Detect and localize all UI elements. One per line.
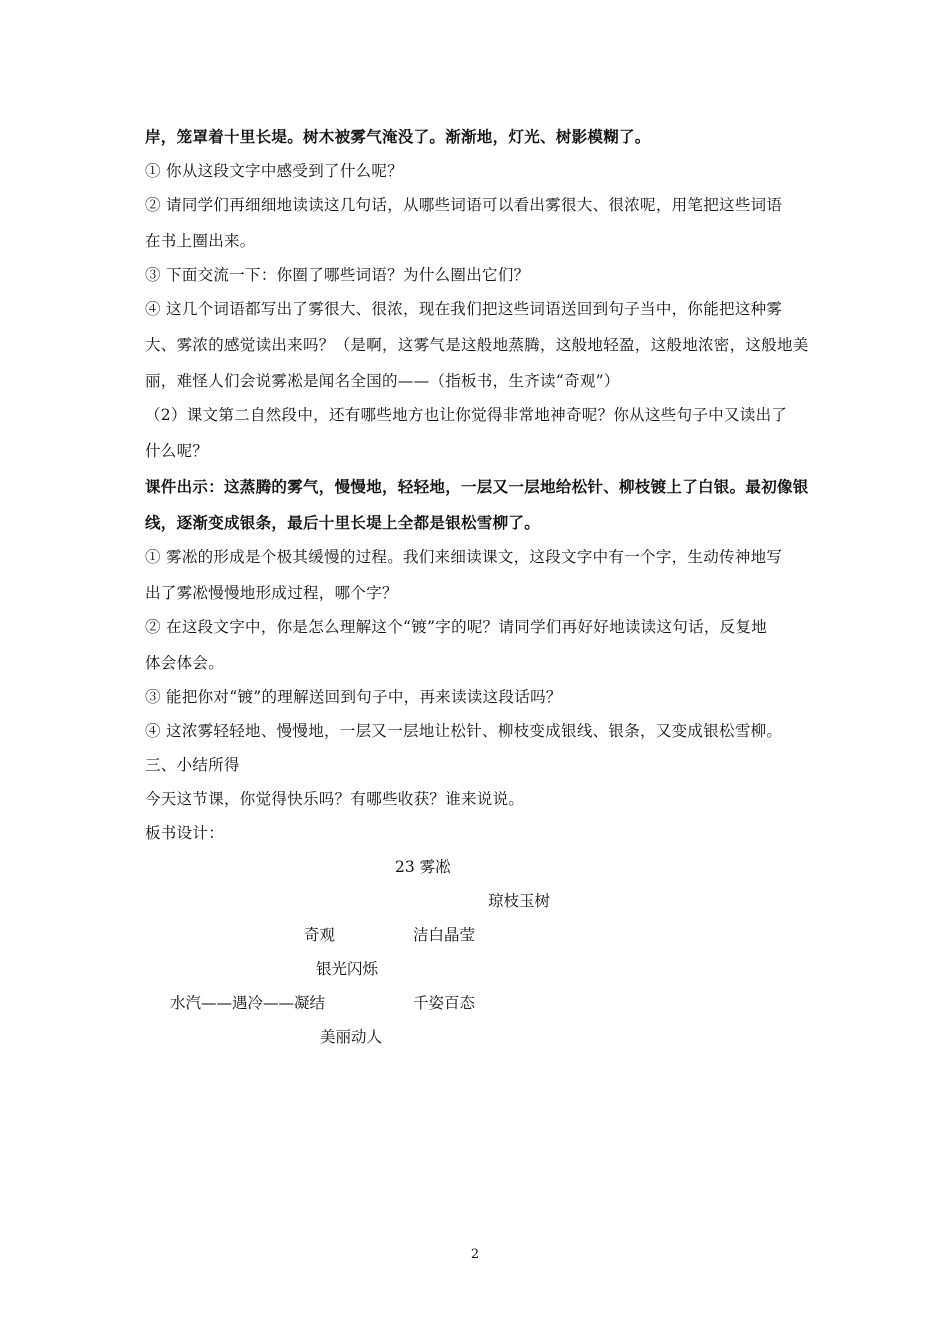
courseware-display-cont: 线，逐渐变成银条，最后十里长堤上全都是银松雪柳了。 xyxy=(145,513,541,532)
section-2-question-cont: 什么呢？ xyxy=(145,442,209,460)
question-4-cont: 丽，难怪人们会说雾凇是闻名全国的——（指板书，生齐读“奇观”） xyxy=(145,372,620,390)
board-word: 水汽——遇冷——凝结 xyxy=(170,994,326,1012)
board-word: 千姿百态 xyxy=(413,994,476,1012)
courseware-display: 课件出示：这蒸腾的雾气，慢慢地，轻轻地，一层又一层地给松针、柳枝镀上了白银。最初像银 xyxy=(145,477,809,496)
question-1: ① 你从这段文字中感受到了什么呢？ xyxy=(145,162,404,180)
question-2: ② 请同学们再细细地读读这几句话，从哪些词语可以看出雾很大、很浓呢，用笔把这些词语 xyxy=(145,196,783,214)
page-number: 2 xyxy=(470,1247,480,1262)
board-title: 23 雾凇 xyxy=(395,858,451,876)
question-4-cont: 大、雾浓的感觉读出来吗？（是啊，这雾气是这般地蒸腾，这般地轻盈，这般地浓密，这般地美 xyxy=(145,336,809,354)
summary-text: 今天这节课，你觉得快乐吗？有哪些收获？谁来说说。 xyxy=(145,790,525,808)
question-2-cont: 在书上圈出来。 xyxy=(145,232,256,250)
board-design-label: 板书设计： xyxy=(145,824,225,842)
board-word: 洁白晶莹 xyxy=(413,926,476,944)
section-2-question: （2）课文第二自然段中，还有哪些地方也让你觉得非常地神奇呢？你从这些句子中又读出了 xyxy=(145,406,788,424)
question-4: ④ 这几个词语都写出了雾很大、很浓，现在我们把这些词语送回到句子当中，你能把这种雾 xyxy=(145,300,783,318)
paragraph-text: 岸，笼罩着十里长堤。树木被雾气淹没了。渐渐地，灯光、树影模糊了。 xyxy=(145,127,651,146)
question-1-cont: 出了雾凇慢慢地形成过程，哪个字？ xyxy=(145,584,398,602)
question-3: ③ 下面交流一下：你圈了哪些词语？为什么圈出它们？ xyxy=(145,266,530,284)
board-word: 琼枝玉树 xyxy=(488,892,551,910)
board-word: 奇观 xyxy=(304,926,336,944)
section-heading: 三、小结所得 xyxy=(145,756,240,774)
question-4: ④ 这浓雾轻轻地、慢慢地，一层又一层地让松针、柳枝变成银线、银条，又变成银松雪柳。 xyxy=(145,722,783,740)
question-1: ① 雾凇的形成是个极其缓慢的过程。我们来细读课文，这段文字中有一个字，生动传神地写 xyxy=(145,548,783,566)
board-word: 银光闪烁 xyxy=(316,960,379,978)
question-2: ② 在这段文字中，你是怎么理解这个“镀”字的呢？请同学们再好好地读读这句话，反复地 xyxy=(145,618,768,636)
question-3: ③ 能把你对“镀”的理解送回到句子中，再来读读这段话吗？ xyxy=(145,688,562,706)
question-2-cont: 体会体会。 xyxy=(145,654,225,672)
board-word: 美丽动人 xyxy=(320,1028,383,1046)
